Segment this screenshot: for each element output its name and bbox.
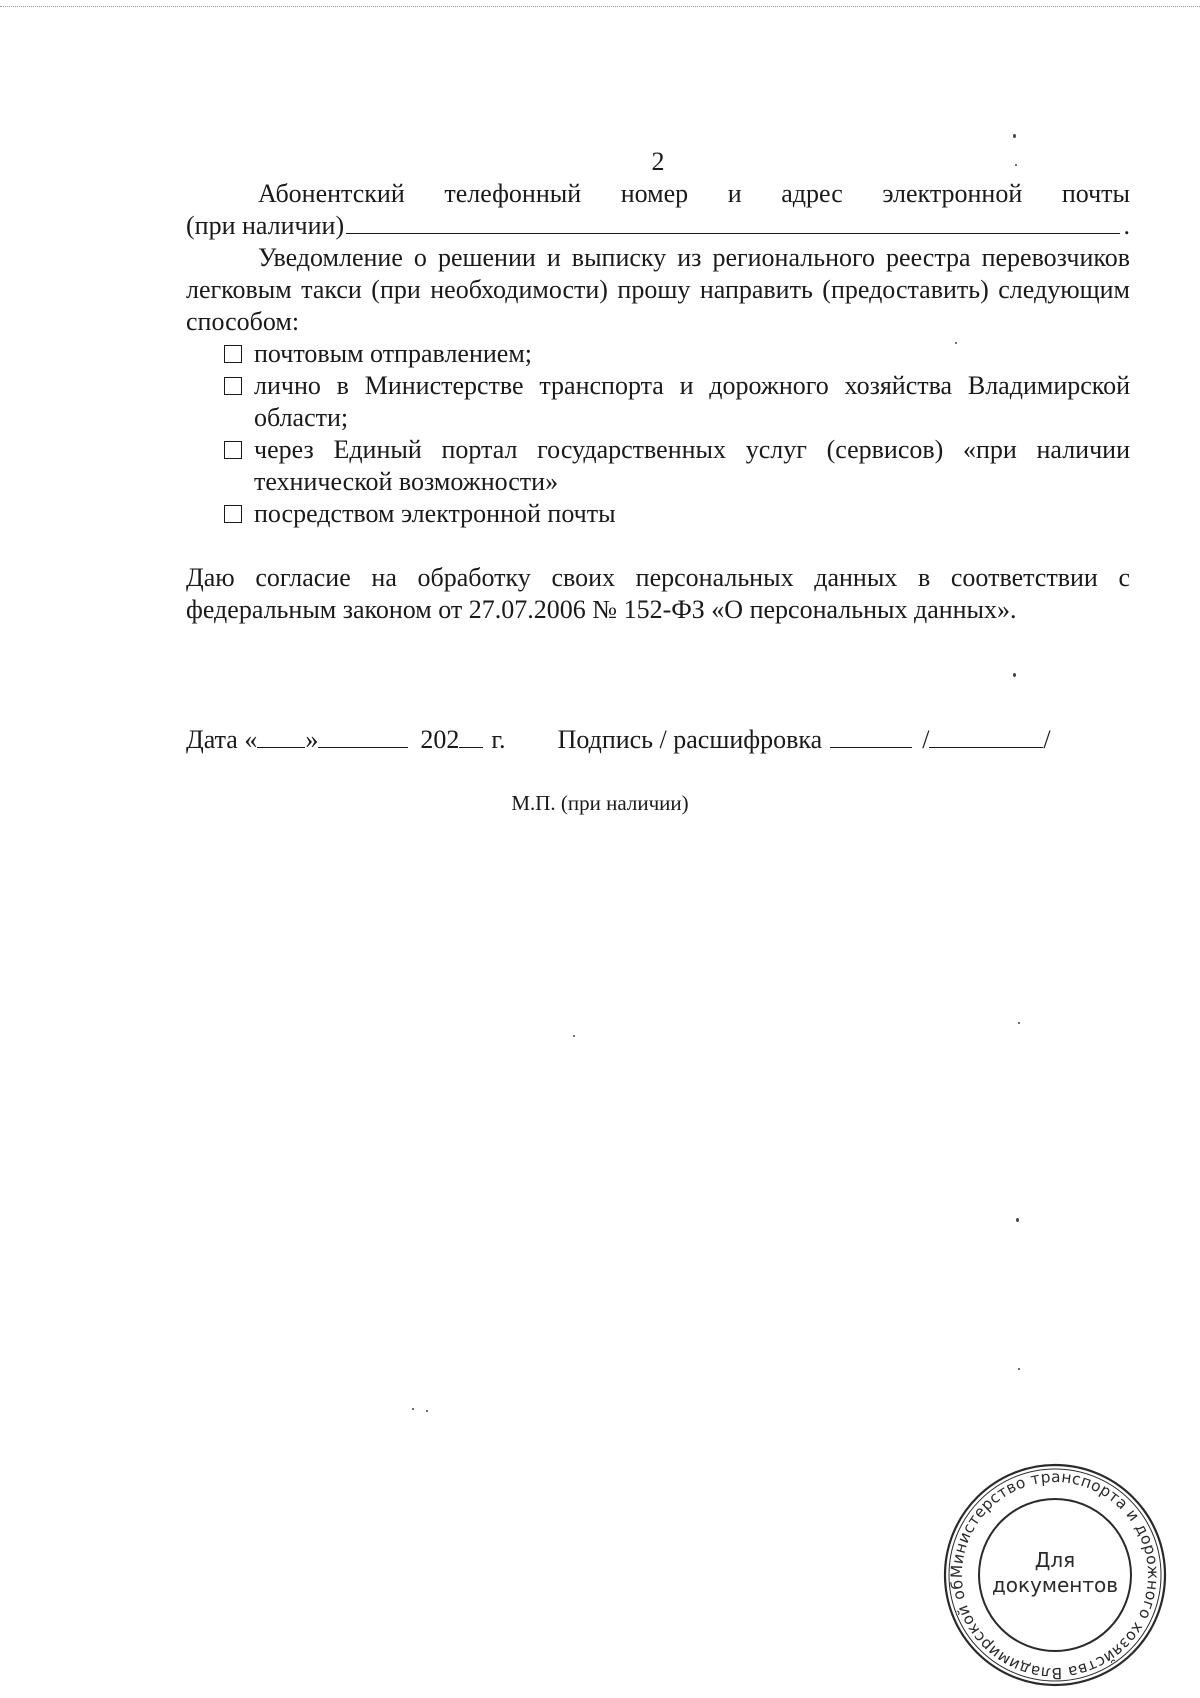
contact-blank-field[interactable]: [346, 211, 1119, 234]
notice-paragraph: Уведомление о решении и выписку из регионального реестра перевозчиков легковым такси (при необходимости) прошу направить (предоставить) следующим способом:: [186, 243, 1130, 336]
delivery-option[interactable]: [224, 434, 1130, 498]
delivery-option[interactable]: [224, 370, 1130, 434]
scan-top-edge: [0, 6, 1200, 7]
checkbox-icon[interactable]: [224, 345, 242, 363]
year-suffix: г.: [491, 725, 506, 754]
checkbox-icon[interactable]: [224, 505, 242, 523]
signature-blank[interactable]: [830, 725, 912, 748]
month-blank[interactable]: [318, 725, 408, 748]
page-number: 2: [651, 147, 665, 176]
checkbox-icon[interactable]: [224, 377, 242, 395]
signature-slash: /: [922, 725, 930, 754]
year-blank[interactable]: [459, 725, 483, 748]
contact-line-end: .: [1123, 211, 1130, 240]
contact-line: Абонентский телефонный номер и адрес электронной почты: [258, 179, 1130, 208]
stamp-ring-text: Министерство транспорта и дорожного хозяйства Владимирской области: [947, 1467, 1163, 1683]
delivery-option[interactable]: [224, 338, 1130, 370]
day-blank[interactable]: [257, 725, 305, 748]
checkbox-icon[interactable]: [224, 441, 242, 459]
stamp-center-line2: документов: [991, 1573, 1119, 1597]
document-body: [186, 146, 1130, 626]
delivery-option-label: через Единый портал государственных услуг (сервисов) «при наличии технической возможности»: [254, 435, 1130, 496]
year-prefix: 202: [420, 725, 460, 754]
delivery-option-label: посредством электронной почты: [254, 499, 616, 528]
signature-slash-end: /: [1043, 725, 1051, 754]
contact-optional-label: (при наличии): [186, 211, 345, 240]
stamp-center-line1: Для: [1034, 1548, 1076, 1572]
stamp-place-label: М.П. (при наличии): [511, 791, 689, 815]
date-quote-close: »: [305, 725, 319, 754]
contact-fill-line: [186, 210, 1130, 242]
delivery-option[interactable]: [224, 498, 1130, 530]
date-signature-row: [186, 724, 1130, 756]
stamp-seal: [940, 1460, 1170, 1690]
transcript-blank[interactable]: [929, 725, 1043, 748]
delivery-option-label: почтовым отправлением;: [254, 339, 533, 368]
delivery-option-label: лично в Министерстве транспорта и дорожного хозяйства Владимирской области;: [254, 371, 1130, 432]
date-label: Дата «: [186, 725, 258, 754]
signature-label: Подпись / расшифровка: [557, 725, 823, 754]
delivery-options-list: [224, 338, 1130, 530]
consent-paragraph: Даю согласие на обработку своих персональных данных в соответствии с федеральным законом от 27.07.2006 № 152-ФЗ «О персональных данных».: [186, 563, 1130, 624]
